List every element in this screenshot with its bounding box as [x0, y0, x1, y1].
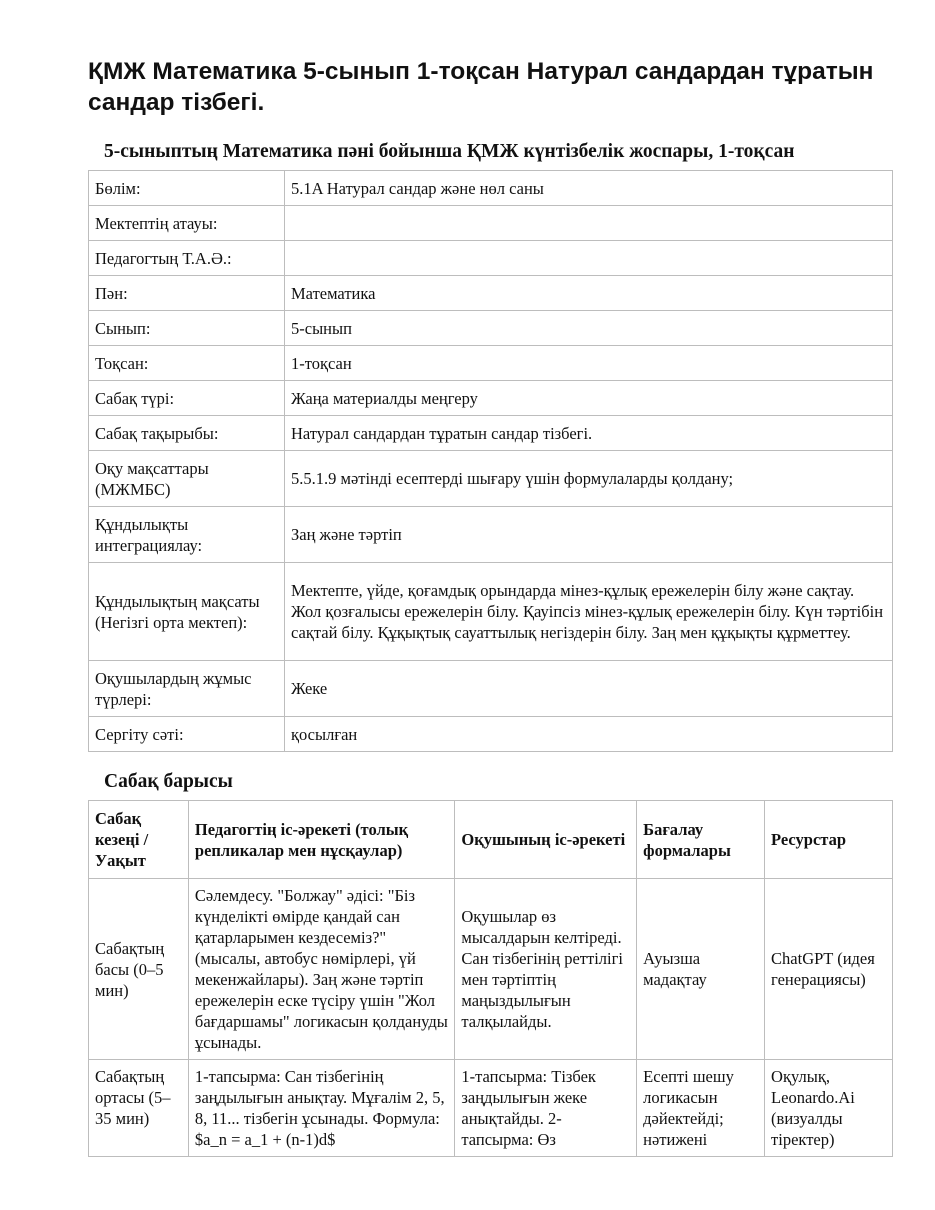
info-row-work-types [89, 661, 893, 717]
info-row-school [89, 206, 893, 241]
info-label: Оқушылардың жұмыс түрлері: [89, 661, 285, 717]
plan-heading: 5-сыныптың Математика пәні бойынша ҚМЖ күнтізбелік жоспары, 1-тоқсан [104, 141, 795, 162]
info-value: 5.5.1.9 мәтінді есептерді шығару үшін формулаларды қолдану; [285, 451, 893, 507]
info-label: Құндылықтың мақсаты (Негізгі орта мектеп): [89, 563, 285, 661]
lesson-row-middle [89, 1060, 893, 1157]
info-row-value-goal [89, 563, 893, 661]
lesson-stage: Сабақтың басы (0–5 мин) [89, 879, 189, 1060]
info-value: 1-тоқсан [285, 346, 893, 381]
column-header-assessment: Бағалау формалары [637, 801, 765, 879]
lesson-teacher-activity: 1-тапсырма: Сан тізбегінің заңдылығын анықтау. Мұғалім 2, 5, 8, 11... тізбегін ұсынады. Формула: $a_n = a_1 + (n-1)d$ [188, 1060, 454, 1157]
column-header-stage: Сабақ кезеңі / Уақыт [89, 801, 189, 879]
info-value: Натурал сандардан тұратын сандар тізбегі. [285, 416, 893, 451]
info-value: Математика [285, 276, 893, 311]
document-page [88, 56, 893, 1157]
info-label: Құндылықты интеграциялау: [89, 507, 285, 563]
lesson-row-start [89, 879, 893, 1060]
info-label: Оқу мақсаттары (МЖМБС) [89, 451, 285, 507]
info-label: Сынып: [89, 311, 285, 346]
info-row-lesson-topic [89, 416, 893, 451]
lesson-resources: Оқулық, Leonardo.Ai (визуалды тіректер) [765, 1060, 893, 1157]
info-row-value-integration [89, 507, 893, 563]
info-label: Мектептің атауы: [89, 206, 285, 241]
lesson-info-table [88, 170, 893, 752]
info-label: Сергіту сәті: [89, 717, 285, 752]
info-label: Сабақ тақырыбы: [89, 416, 285, 451]
info-label: Сабақ түрі: [89, 381, 285, 416]
info-value: 5.1A Натурал сандар және нөл саны [285, 171, 893, 206]
info-row-lesson-type [89, 381, 893, 416]
info-row-objectives [89, 451, 893, 507]
lesson-resources: ChatGPT (идея генерациясы) [765, 879, 893, 1060]
info-value: қосылған [285, 717, 893, 752]
info-row-break [89, 717, 893, 752]
info-row-quarter [89, 346, 893, 381]
lesson-student-activity: 1-тапсырма: Тізбек заңдылығын жеке анықтайды. 2-тапсырма: Өз [455, 1060, 637, 1157]
lesson-assessment: Ауызша мадақтау [637, 879, 765, 1060]
lesson-flow-table [88, 800, 893, 1157]
lesson-flow-heading: Сабақ барысы [104, 771, 233, 792]
info-row-teacher [89, 241, 893, 276]
lesson-student-activity: Оқушылар өз мысалдарын келтіреді. Сан тізбегінің реттілігі мен тәртіптің маңыздылығын талқылайды. [455, 879, 637, 1060]
info-row-grade [89, 311, 893, 346]
info-label: Тоқсан: [89, 346, 285, 381]
info-row-subject [89, 276, 893, 311]
info-value [285, 241, 893, 276]
info-row-section [89, 171, 893, 206]
column-header-teacher: Педагогтің іс-әрекеті (толық репликалар мен нұсқаулар) [188, 801, 454, 879]
info-label: Бөлім: [89, 171, 285, 206]
info-value: Жаңа материалды меңгеру [285, 381, 893, 416]
lesson-teacher-activity: Сәлемдесу. "Болжау" әдісі: "Біз күнделікті өмірде қандай сан қатарларымен кездесеміз?" (мысалы, автобус нөмірлері, үй мекенжайлары). Заң және тәртіп ережелерін еске түсіру үшін "Жол бағдаршамы" логикасын қолдануды ұсынады. [188, 879, 454, 1060]
info-value [285, 206, 893, 241]
info-label: Педагогтың Т.А.Ә.: [89, 241, 285, 276]
info-value: Жеке [285, 661, 893, 717]
lesson-stage: Сабақтың ортасы (5–35 мин) [89, 1060, 189, 1157]
info-label: Пән: [89, 276, 285, 311]
info-value: Заң және тәртіп [285, 507, 893, 563]
lesson-header-row [89, 801, 893, 879]
document-title: ҚМЖ Математика 5-сынып 1-тоқсан Натурал сандардан тұратын сандар тізбегі. [88, 58, 874, 116]
lesson-assessment: Есепті шешу логикасын дәйектейді; нәтижені [637, 1060, 765, 1157]
column-header-resources: Ресурстар [765, 801, 893, 879]
info-value: Мектепте, үйде, қоғамдық орындарда мінез-құлық ережелерін білу және сақтау. Жол қозғалысы ережелерін білу. Қауіпсіз мінез-құлық ережелерін білу. Күн тәртібін сақтай білу. Құқықтық сауаттылық негіздерін білу. Заң мен құқықты құрметтеу. [285, 563, 893, 661]
column-header-student: Оқушының іс-әрекеті [455, 801, 637, 879]
info-value: 5-сынып [285, 311, 893, 346]
